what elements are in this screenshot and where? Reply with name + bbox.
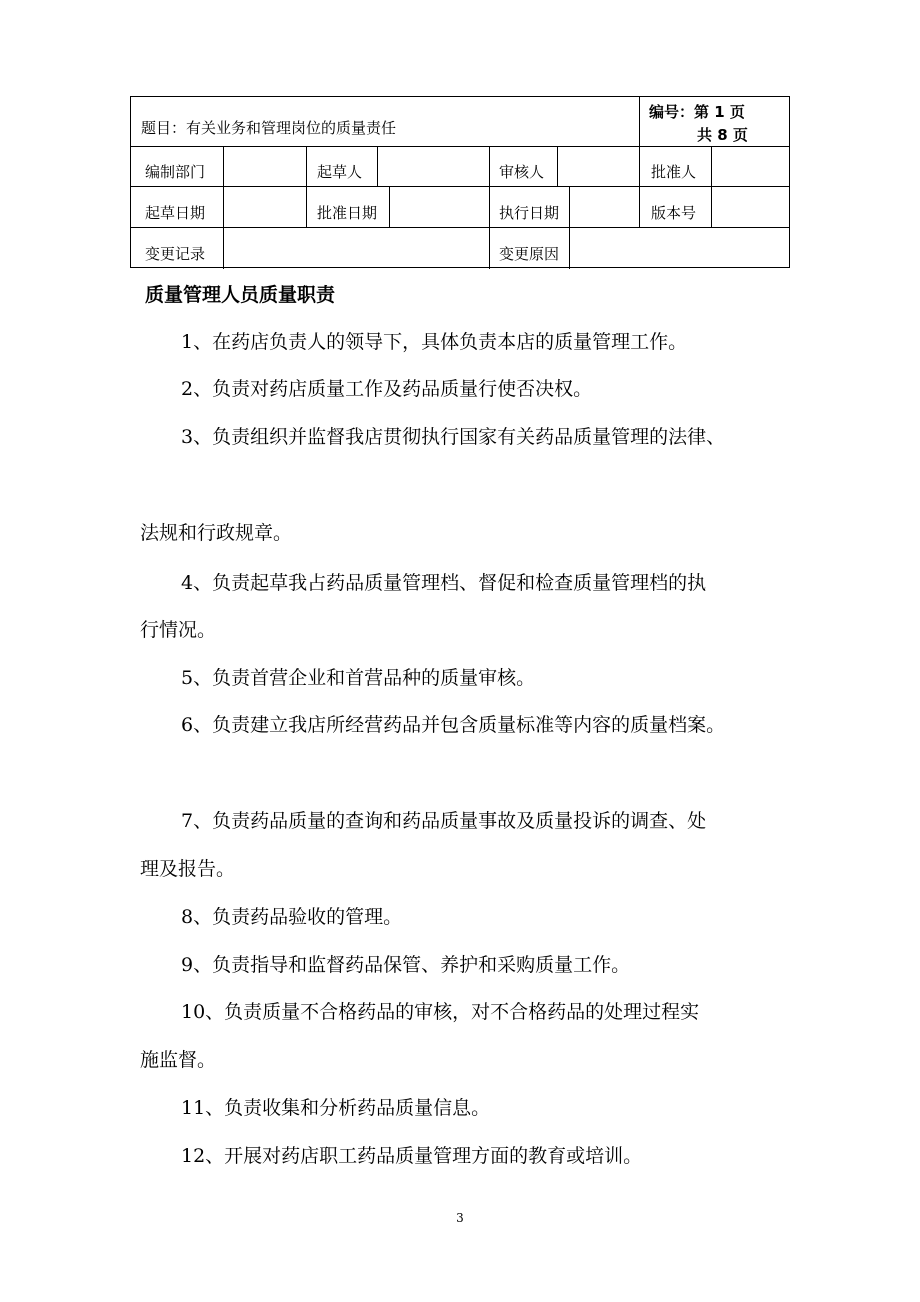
change-reason-label: 变更原因 (499, 245, 560, 263)
duty-item: 8、负责药品验收的管理。 (181, 906, 403, 928)
version-label: 版本号 (651, 204, 697, 222)
table-col-divider (223, 227, 224, 269)
table-col-divider (306, 186, 307, 227)
drafter-label: 起草人 (317, 163, 363, 181)
table-row-divider (131, 227, 789, 228)
duty-item: 5、负责首营企业和首营品种的质量审核。 (181, 667, 536, 689)
change-record-label: 变更记录 (145, 245, 206, 263)
duty-item: 2、负责对药店质量工作及药品质量行使否决权。 (181, 378, 593, 400)
exec-date-label: 执行日期 (499, 204, 560, 222)
duty-item: 10、负责质量不合格药品的审核，对不合格药品的处理过程实 (181, 1001, 700, 1023)
table-col-divider (377, 146, 378, 186)
approver-label: 批准人 (651, 163, 697, 181)
table-col-divider (489, 146, 490, 186)
duty-item: 3、负责组织并监督我店贯彻执行国家有关药品质量管理的法律、 (181, 426, 726, 448)
duty-item-continuation: 施监督。 (140, 1049, 217, 1071)
table-col-divider (569, 186, 570, 227)
duty-item: 9、负责指导和监督药品保管、养护和采购质量工作。 (181, 954, 631, 976)
table-col-divider (223, 186, 224, 227)
duty-item: 4、负责起草我占药品质量管理档、督促和检查质量管理档的执 (181, 572, 707, 594)
duty-item: 11、负责收集和分析药品质量信息。 (181, 1097, 491, 1119)
reviewer-label: 审核人 (499, 163, 545, 181)
page-count: 共 8 页 (697, 126, 748, 144)
table-col-divider (711, 186, 712, 227)
table-col-divider (639, 146, 640, 186)
table-col-divider (389, 186, 390, 227)
table-col-divider (489, 186, 490, 227)
table-col-divider (569, 227, 570, 269)
table-col-divider (639, 97, 640, 146)
document-title: 题目：有关业务和管理岗位的质量责任 (141, 119, 397, 137)
table-row-divider (131, 146, 789, 147)
table-row-divider (131, 186, 789, 187)
table-col-divider (711, 146, 712, 186)
dept-label: 编制部门 (145, 163, 206, 181)
duty-item: 12、开展对药店职工药品质量管理方面的教育或培训。 (181, 1145, 643, 1167)
duty-item: 1、在药店负责人的领导下，具体负责本店的质量管理工作。 (181, 331, 688, 353)
table-col-divider (489, 227, 490, 269)
document-header-table (130, 96, 790, 268)
duty-item-continuation: 法规和行政规章。 (140, 522, 293, 544)
duty-item: 7、负责药品质量的查询和药品质量事故及质量投诉的调查、处 (181, 810, 707, 832)
section-title: 质量管理人员质量职责 (145, 284, 336, 306)
table-col-divider (306, 146, 307, 186)
duty-item-continuation: 理及报告。 (140, 858, 236, 880)
duty-item: 6、负责建立我店所经营药品并包含质量标准等内容的质量档案。 (181, 714, 726, 736)
draft-date-label: 起草日期 (145, 204, 206, 222)
table-col-divider (557, 146, 558, 186)
duty-item-continuation: 行情况。 (140, 619, 217, 641)
page-number: 3 (456, 1211, 464, 1225)
document-code: 编号：第 1 页 (649, 103, 745, 121)
table-col-divider (223, 146, 224, 186)
approve-date-label: 批准日期 (317, 204, 378, 222)
table-col-divider (639, 186, 640, 227)
